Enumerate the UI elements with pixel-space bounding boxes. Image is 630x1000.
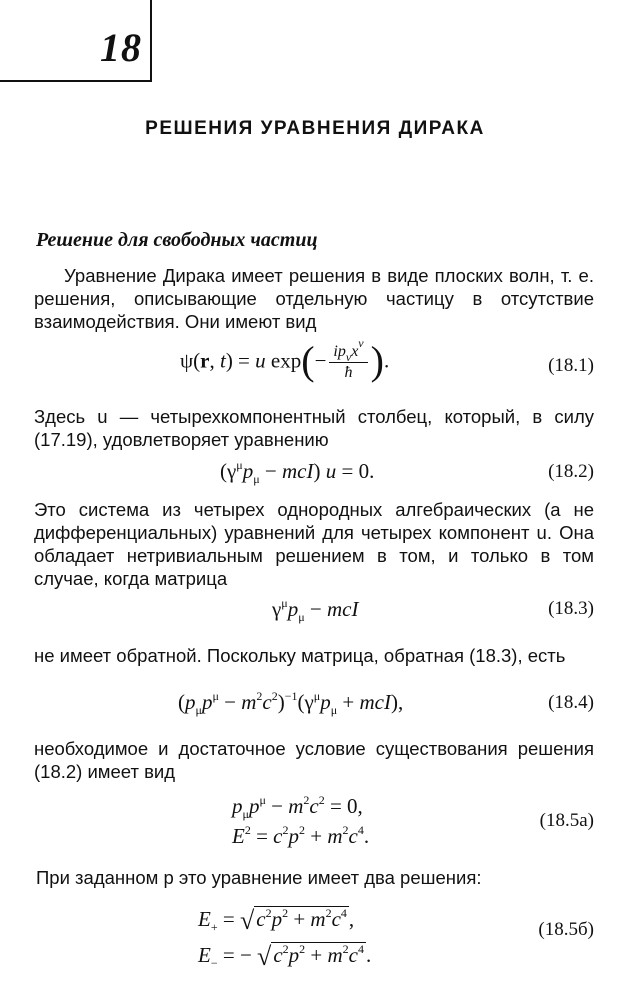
- paragraph-6: [34, 866, 594, 889]
- equation-18-1: ψ(r, t) = u exp(− $\frac{ip_\nu x^\nu}{ħ}$ ).: [180, 336, 390, 383]
- paragraph-2: [34, 405, 594, 451]
- paragraph-1-text: Уравнение Дирака имеет решения в виде плоских волн, т. е. решения, описывающие отдельную частицу в отсутствие взаимодействия. Они имеют вид: [34, 265, 594, 332]
- equation-18-3: $\gamma^\mu p_\mu$ − mcI: [272, 596, 359, 624]
- paragraph-1: [34, 264, 594, 333]
- equation-label-18-5a: (18.5а): [539, 810, 594, 831]
- chapter-number: 18: [100, 25, 142, 70]
- paragraph-3-text: Это система из четырех однородных алгебраических (а не дифференциальных) уравнений для четырех компонент u. Она обладает нетривиальным решением в том, и только в том случае, когда матрица: [34, 499, 594, 589]
- equation-18-5b: $E_+ = √c^2p^2 + m^2c^4$, $E_-$ = − $√c^2p^2 + m^2c^4$.: [198, 906, 372, 971]
- equation-label-18-3: (18.3): [548, 598, 594, 619]
- equation-18-4: $(p_\mu p^\mu - m^2c^2)^{-1}(\gamma^\mu p_\mu + mcI)$,: [178, 689, 404, 717]
- equation-18-2: $(\gamma^\mu p_\mu - mcI) u = 0$.: [220, 458, 375, 486]
- paragraph-5: [34, 737, 594, 783]
- paragraph-4-text: не имеет обратной. Поскольку матрица, обратная (18.3), есть: [34, 645, 566, 666]
- equation-label-18-4: (18.4): [548, 692, 594, 713]
- equation-label-18-1: (18.1): [548, 355, 594, 376]
- equation-18-5a: $p_\mu p^\mu - m^2c^2 = 0$, $E^2 = c^2p^2 + m^2c^4$.: [232, 793, 370, 848]
- chapter-title: РЕШЕНИЯ УРАВНЕНИЯ ДИРАКА: [145, 118, 485, 139]
- paragraph-3: [34, 498, 594, 590]
- equation-label-18-2: (18.2): [548, 461, 594, 482]
- paragraph-4: [34, 644, 594, 667]
- section-heading: Решение для свободных частиц: [36, 229, 318, 251]
- paragraph-5-text: необходимое и достаточное условие существования решения (18.2) имеет вид: [34, 738, 594, 782]
- paragraph-2-text: Здесь u — четырехкомпонентный столбец, который, в силу (17.19), удовлетворяет уравнению: [34, 406, 594, 450]
- chapter-number-box: [0, 0, 152, 82]
- equation-label-18-5b: (18.5б): [538, 919, 594, 940]
- paragraph-6-text: При заданном p это уравнение имеет два решения:: [36, 867, 482, 888]
